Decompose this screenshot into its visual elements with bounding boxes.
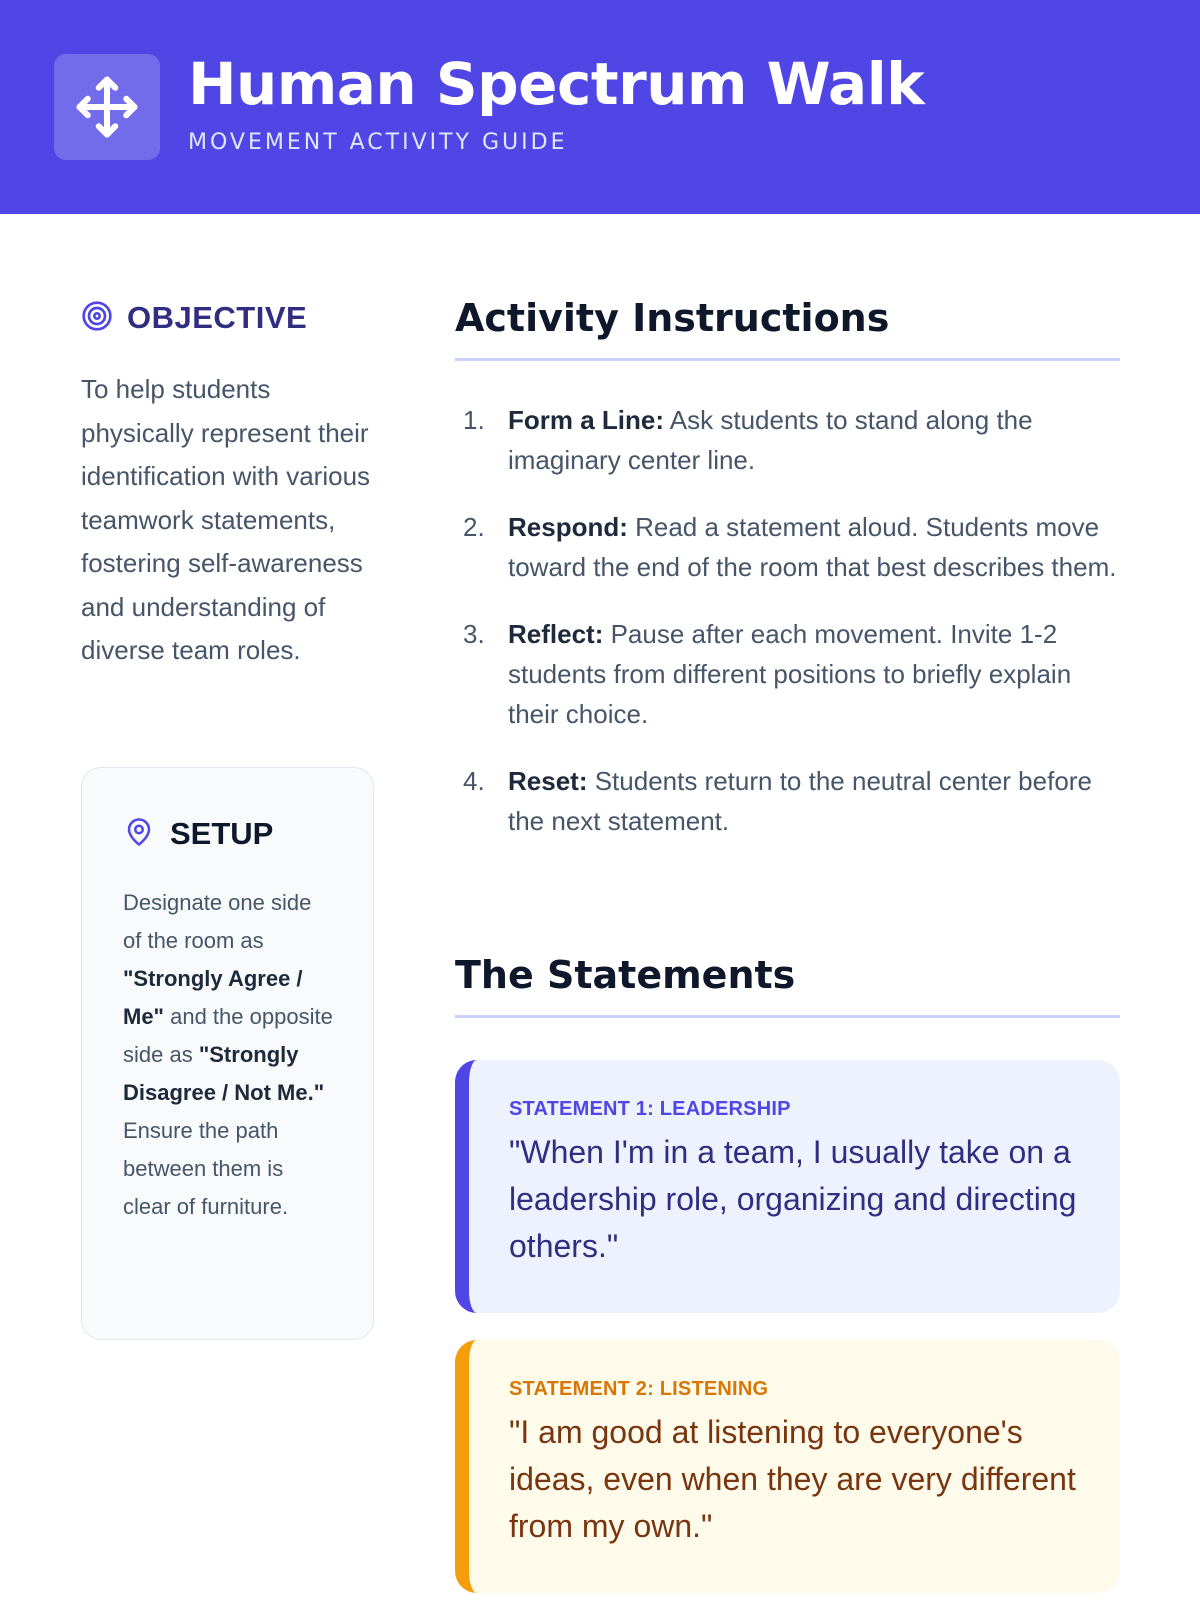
objective-text: To help students physically represent their identification with various teamwork statements, fostering self-awareness and understanding of diverse team roles. [81,374,371,665]
statement-quote: "I am good at listening to everyone's ideas, even when they are very different from my own." [509,1414,1076,1544]
disagree-side-label: "Strongly Disagree / Not Me." [123,1042,325,1105]
page-header [0,0,1200,214]
instruction-step: 3. Reflect: Pause after each movement. Invite 1-2 students from different positions to briefly explain their choice. [463,619,1072,729]
page-title: Human Spectrum Walk [188,50,925,118]
statement-card-listening [455,1340,1120,1593]
activity-logo [54,54,160,160]
statements-heading: The Statements [455,953,1120,1018]
map-pin-icon [124,816,170,852]
objective-heading [81,300,307,336]
instruction-step: 1. Form a Line: Ask students to stand along the imaginary center line. [463,405,1033,475]
statement-label: STATEMENT 2: LISTENING [509,1378,769,1400]
agree-side-label: "Strongly Agree / Me" [123,966,303,1029]
setup-text: Designate one side of the room as "Strongly Agree / Me" and the opposite side as "Strongly Disagree / Not Me." Ensure the path between them is clear of furniture. [123,890,333,1219]
setup-title: SETUP [170,816,274,851]
target-icon [81,300,127,336]
statement-card-leadership [455,1060,1120,1313]
instruction-step: 4. Reset: Students return to the neutral center before the next statement. [463,766,1092,836]
statement-label: STATEMENT 1: LEADERSHIP [509,1098,791,1120]
instructions-list [455,400,1120,868]
instructions-heading: Activity Instructions [455,296,1120,361]
statement-quote: "When I'm in a team, I usually take on a leadership role, organizing and directing others." [509,1134,1077,1264]
instruction-step: 2. Respond: Read a statement aloud. Students move toward the end of the room that best describes them. [463,512,1117,582]
page-subtitle: MOVEMENT ACTIVITY GUIDE [188,130,568,155]
setup-heading [124,816,273,852]
objective-title: OBJECTIVE [127,300,308,335]
setup-card [81,767,374,1340]
